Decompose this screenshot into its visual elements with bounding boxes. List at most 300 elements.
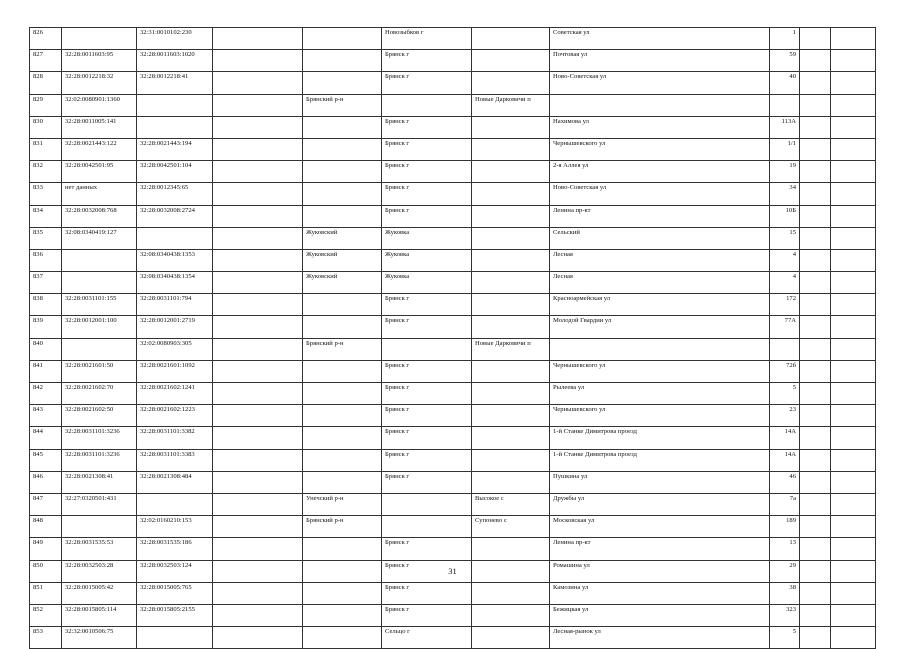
empty-cell <box>213 227 303 249</box>
street-cell: Ленина пр-кт <box>550 205 770 227</box>
street-cell: Рылеева ул <box>550 383 770 405</box>
cadastral-number-cell: 32:08:0340419:127 <box>62 227 137 249</box>
settlement-cell <box>472 72 550 94</box>
empty-cell <box>831 272 876 294</box>
new-cadastral-number-cell <box>137 493 213 515</box>
street-cell: Дружбы ул <box>550 493 770 515</box>
empty-cell <box>831 205 876 227</box>
table-row <box>30 227 876 249</box>
cadastral-number-cell: 32:28:0031101:3236 <box>62 449 137 471</box>
cadastral-number-cell: 32:32:0010506:75 <box>62 627 137 649</box>
table-row <box>30 205 876 227</box>
row-number-cell: 837 <box>30 272 62 294</box>
row-number-cell: 828 <box>30 72 62 94</box>
district-cell <box>303 427 382 449</box>
empty-cell <box>213 272 303 294</box>
table-row <box>30 272 876 294</box>
house-number-cell: 19 <box>770 161 800 183</box>
empty-cell <box>213 316 303 338</box>
new-cadastral-number-cell: 32:02:0160210:153 <box>137 516 213 538</box>
empty-cell <box>800 427 831 449</box>
locality-cell: Жуковка <box>382 249 472 271</box>
empty-cell <box>213 183 303 205</box>
house-number-cell: 59 <box>770 50 800 72</box>
table-row <box>30 138 876 160</box>
empty-cell <box>800 582 831 604</box>
locality-cell <box>382 493 472 515</box>
row-number-cell: 835 <box>30 227 62 249</box>
empty-cell <box>800 316 831 338</box>
empty-cell <box>800 449 831 471</box>
settlement-cell <box>472 272 550 294</box>
table-row <box>30 338 876 360</box>
district-cell: Брянский р-н <box>303 94 382 116</box>
district-cell <box>303 538 382 560</box>
empty-cell <box>213 582 303 604</box>
empty-cell <box>800 183 831 205</box>
cadastral-number-cell: 32:28:0031101:3236 <box>62 427 137 449</box>
empty-cell <box>800 161 831 183</box>
street-cell: Чернышевского ул <box>550 405 770 427</box>
empty-cell <box>800 116 831 138</box>
locality-cell: Новозыбков г <box>382 28 472 50</box>
street-cell <box>550 94 770 116</box>
row-number-cell: 848 <box>30 516 62 538</box>
row-number-cell: 840 <box>30 338 62 360</box>
empty-cell <box>800 493 831 515</box>
cadastral-number-cell: 32:28:0021602:70 <box>62 383 137 405</box>
empty-cell <box>800 516 831 538</box>
empty-cell <box>213 138 303 160</box>
street-cell: Сельский <box>550 227 770 249</box>
empty-cell <box>800 405 831 427</box>
street-cell: Ромашина ул <box>550 560 770 582</box>
cadastral-number-cell: 32:28:0031101:155 <box>62 294 137 316</box>
new-cadastral-number-cell: 32:28:0015805:2155 <box>137 604 213 626</box>
locality-cell: Брянск г <box>382 383 472 405</box>
settlement-cell <box>472 205 550 227</box>
district-cell <box>303 50 382 72</box>
table-row <box>30 427 876 449</box>
cadastral-number-cell: нет данных <box>62 183 137 205</box>
table-row <box>30 316 876 338</box>
street-cell <box>550 338 770 360</box>
street-cell: 1-й Станке Димитрова проезд <box>550 449 770 471</box>
table-row <box>30 72 876 94</box>
empty-cell <box>213 471 303 493</box>
empty-cell <box>213 294 303 316</box>
row-number-cell: 850 <box>30 560 62 582</box>
house-number-cell: 13 <box>770 538 800 560</box>
street-cell: Красноармейская ул <box>550 294 770 316</box>
cadastral-number-cell <box>62 516 137 538</box>
new-cadastral-number-cell: 32:28:0042501:104 <box>137 161 213 183</box>
locality-cell: Брянск г <box>382 538 472 560</box>
house-number-cell: 40 <box>770 72 800 94</box>
locality-cell: Брянск г <box>382 161 472 183</box>
new-cadastral-number-cell: 32:28:0021602:1241 <box>137 383 213 405</box>
row-number-cell: 842 <box>30 383 62 405</box>
cadastral-number-cell: 32:28:0012001:100 <box>62 316 137 338</box>
district-cell: Жуковский <box>303 227 382 249</box>
house-number-cell: 5 <box>770 627 800 649</box>
empty-cell <box>213 72 303 94</box>
empty-cell <box>213 405 303 427</box>
row-number-cell: 853 <box>30 627 62 649</box>
row-number-cell: 851 <box>30 582 62 604</box>
empty-cell <box>213 449 303 471</box>
settlement-cell <box>472 449 550 471</box>
new-cadastral-number-cell: 32:28:0011603:1020 <box>137 50 213 72</box>
empty-cell <box>831 138 876 160</box>
empty-cell <box>213 50 303 72</box>
new-cadastral-number-cell: 32:28:0031101:3383 <box>137 449 213 471</box>
house-number-cell: 72б <box>770 360 800 382</box>
district-cell <box>303 72 382 94</box>
empty-cell <box>213 205 303 227</box>
house-number-cell: 1 <box>770 28 800 50</box>
empty-cell <box>831 516 876 538</box>
settlement-cell: Новые Дарковичи п <box>472 338 550 360</box>
table-row <box>30 94 876 116</box>
locality-cell: Брянск г <box>382 316 472 338</box>
empty-cell <box>800 360 831 382</box>
settlement-cell <box>472 383 550 405</box>
empty-cell <box>213 116 303 138</box>
empty-cell <box>800 205 831 227</box>
empty-cell <box>831 227 876 249</box>
table-row <box>30 50 876 72</box>
empty-cell <box>831 383 876 405</box>
locality-cell: Брянск г <box>382 449 472 471</box>
empty-cell <box>800 249 831 271</box>
empty-cell <box>831 249 876 271</box>
house-number-cell: 46 <box>770 471 800 493</box>
settlement-cell <box>472 582 550 604</box>
street-cell: Пушкина ул <box>550 471 770 493</box>
locality-cell: Брянск г <box>382 183 472 205</box>
empty-cell <box>831 627 876 649</box>
empty-cell <box>831 294 876 316</box>
cadastral-number-cell: 32:02:0080901:1360 <box>62 94 137 116</box>
table-row <box>30 183 876 205</box>
new-cadastral-number-cell: 32:28:0012345:65 <box>137 183 213 205</box>
locality-cell: Брянск г <box>382 294 472 316</box>
table-body <box>30 28 876 649</box>
row-number-cell: 834 <box>30 205 62 227</box>
empty-cell <box>213 516 303 538</box>
street-cell: Лесная-рынок ул <box>550 627 770 649</box>
street-cell: Чернышевского ул <box>550 138 770 160</box>
settlement-cell <box>472 627 550 649</box>
empty-cell <box>800 294 831 316</box>
locality-cell: Брянск г <box>382 471 472 493</box>
new-cadastral-number-cell: 32:28:0012218:41 <box>137 72 213 94</box>
empty-cell <box>831 316 876 338</box>
table-row <box>30 493 876 515</box>
street-cell: 2-я Аллея ул <box>550 161 770 183</box>
table-row <box>30 360 876 382</box>
street-cell: Ново-Советская ул <box>550 72 770 94</box>
new-cadastral-number-cell: 32:28:0021443:194 <box>137 138 213 160</box>
district-cell <box>303 205 382 227</box>
locality-cell: Брянск г <box>382 582 472 604</box>
cadastral-number-cell: 32:28:0021443:122 <box>62 138 137 160</box>
street-cell: Камозина ул <box>550 582 770 604</box>
house-number-cell: 7а <box>770 493 800 515</box>
empty-cell <box>831 360 876 382</box>
table-row <box>30 538 876 560</box>
locality-cell <box>382 516 472 538</box>
new-cadastral-number-cell: 32:08:0340438:1353 <box>137 249 213 271</box>
row-number-cell: 844 <box>30 427 62 449</box>
district-cell: Унечский р-н <box>303 493 382 515</box>
row-number-cell: 846 <box>30 471 62 493</box>
house-number-cell: 77А <box>770 316 800 338</box>
new-cadastral-number-cell: 32:28:0031101:3382 <box>137 427 213 449</box>
street-cell: Ленина пр-кт <box>550 538 770 560</box>
row-number-cell: 831 <box>30 138 62 160</box>
locality-cell: Брянск г <box>382 50 472 72</box>
row-number-cell: 847 <box>30 493 62 515</box>
street-cell: Чернышевского ул <box>550 360 770 382</box>
district-cell <box>303 294 382 316</box>
empty-cell <box>831 94 876 116</box>
empty-cell <box>831 582 876 604</box>
new-cadastral-number-cell: 32:31:0010102:230 <box>137 28 213 50</box>
empty-cell <box>213 94 303 116</box>
empty-cell <box>213 627 303 649</box>
house-number-cell <box>770 338 800 360</box>
new-cadastral-number-cell: 32:08:0340438:1354 <box>137 272 213 294</box>
new-cadastral-number-cell: 32:28:0021602:1223 <box>137 405 213 427</box>
locality-cell: Сельцо г <box>382 627 472 649</box>
cadastral-number-cell: 32:28:0012218:32 <box>62 72 137 94</box>
district-cell <box>303 183 382 205</box>
table-row <box>30 627 876 649</box>
locality-cell: Брянск г <box>382 138 472 160</box>
empty-cell <box>831 471 876 493</box>
locality-cell: Брянск г <box>382 604 472 626</box>
new-cadastral-number-cell: 32:28:0015005:765 <box>137 582 213 604</box>
table-row <box>30 449 876 471</box>
locality-cell: Брянск г <box>382 72 472 94</box>
settlement-cell <box>472 116 550 138</box>
cadastral-number-cell: 32:28:0021601:50 <box>62 360 137 382</box>
district-cell: Жуковский <box>303 272 382 294</box>
empty-cell <box>831 161 876 183</box>
empty-cell <box>800 471 831 493</box>
empty-cell <box>831 183 876 205</box>
settlement-cell <box>472 538 550 560</box>
cadastral-number-cell: 32:28:0021308:41 <box>62 471 137 493</box>
empty-cell <box>800 138 831 160</box>
street-cell: Московская ул <box>550 516 770 538</box>
row-number-cell: 833 <box>30 183 62 205</box>
street-cell: 1-й Станке Димитрова проезд <box>550 427 770 449</box>
district-cell <box>303 582 382 604</box>
locality-cell <box>382 338 472 360</box>
house-number-cell: 189 <box>770 516 800 538</box>
settlement-cell <box>472 294 550 316</box>
new-cadastral-number-cell <box>137 94 213 116</box>
empty-cell <box>800 604 831 626</box>
empty-cell <box>800 627 831 649</box>
cadastral-number-cell <box>62 28 137 50</box>
cadastral-number-cell: 32:28:0011005:141 <box>62 116 137 138</box>
empty-cell <box>831 604 876 626</box>
house-number-cell: 1/1 <box>770 138 800 160</box>
table-row <box>30 604 876 626</box>
new-cadastral-number-cell: 32:28:0021601:1092 <box>137 360 213 382</box>
empty-cell <box>831 28 876 50</box>
street-cell: Ново-Советская ул <box>550 183 770 205</box>
new-cadastral-number-cell <box>137 627 213 649</box>
street-cell: Молодой Гвардии ул <box>550 316 770 338</box>
cadastral-number-cell: 32:28:0015005:42 <box>62 582 137 604</box>
new-cadastral-number-cell <box>137 116 213 138</box>
settlement-cell: Новые Дарковичи п <box>472 94 550 116</box>
district-cell <box>303 28 382 50</box>
locality-cell: Жуковка <box>382 272 472 294</box>
locality-cell: Жуковка <box>382 227 472 249</box>
cadastral-number-cell: 32:28:0032008:768 <box>62 205 137 227</box>
empty-cell <box>800 383 831 405</box>
empty-cell <box>213 28 303 50</box>
page-number: 31 <box>448 566 457 576</box>
new-cadastral-number-cell: 32:28:0012001:2719 <box>137 316 213 338</box>
house-number-cell <box>770 94 800 116</box>
empty-cell <box>213 538 303 560</box>
row-number-cell: 827 <box>30 50 62 72</box>
district-cell <box>303 316 382 338</box>
empty-cell <box>831 405 876 427</box>
house-number-cell: 38 <box>770 582 800 604</box>
settlement-cell <box>472 227 550 249</box>
house-number-cell: 172 <box>770 294 800 316</box>
street-cell: Бежицкая ул <box>550 604 770 626</box>
empty-cell <box>831 338 876 360</box>
house-number-cell: 34 <box>770 183 800 205</box>
registry-table <box>29 27 876 649</box>
cadastral-number-cell <box>62 338 137 360</box>
district-cell <box>303 161 382 183</box>
settlement-cell <box>472 249 550 271</box>
house-number-cell: 29 <box>770 560 800 582</box>
table-row <box>30 161 876 183</box>
empty-cell <box>831 493 876 515</box>
district-cell: Жуковский <box>303 249 382 271</box>
registry-table-container <box>29 27 875 649</box>
house-number-cell: 10Б <box>770 205 800 227</box>
empty-cell <box>831 116 876 138</box>
locality-cell: Брянск г <box>382 360 472 382</box>
settlement-cell <box>472 28 550 50</box>
row-number-cell: 826 <box>30 28 62 50</box>
house-number-cell: 4 <box>770 272 800 294</box>
district-cell <box>303 604 382 626</box>
empty-cell <box>213 249 303 271</box>
row-number-cell: 832 <box>30 161 62 183</box>
cadastral-number-cell: 32:28:0032503:28 <box>62 560 137 582</box>
table-row <box>30 28 876 50</box>
locality-cell: Брянск г <box>382 116 472 138</box>
house-number-cell: 113А <box>770 116 800 138</box>
house-number-cell: 14А <box>770 427 800 449</box>
district-cell <box>303 383 382 405</box>
district-cell <box>303 405 382 427</box>
street-cell: Лесная <box>550 272 770 294</box>
district-cell <box>303 138 382 160</box>
new-cadastral-number-cell: 32:02:0080903:305 <box>137 338 213 360</box>
empty-cell <box>831 72 876 94</box>
table-row <box>30 294 876 316</box>
empty-cell <box>800 538 831 560</box>
locality-cell: Брянск г <box>382 205 472 227</box>
settlement-cell <box>472 604 550 626</box>
settlement-cell: Высокое с <box>472 493 550 515</box>
empty-cell <box>213 383 303 405</box>
table-row <box>30 249 876 271</box>
settlement-cell <box>472 427 550 449</box>
district-cell <box>303 360 382 382</box>
new-cadastral-number-cell <box>137 227 213 249</box>
table-row <box>30 116 876 138</box>
empty-cell <box>831 538 876 560</box>
street-cell: Советская ул <box>550 28 770 50</box>
new-cadastral-number-cell: 32:28:0031535:186 <box>137 538 213 560</box>
empty-cell <box>213 604 303 626</box>
locality-cell <box>382 94 472 116</box>
cadastral-number-cell <box>62 272 137 294</box>
cadastral-number-cell: 32:28:0031535:53 <box>62 538 137 560</box>
empty-cell <box>800 272 831 294</box>
district-cell <box>303 627 382 649</box>
district-cell: Брянский р-н <box>303 516 382 538</box>
street-cell: Лесная <box>550 249 770 271</box>
settlement-cell <box>472 138 550 160</box>
cadastral-number-cell: 32:28:0011603:95 <box>62 50 137 72</box>
settlement-cell <box>472 183 550 205</box>
empty-cell <box>831 427 876 449</box>
empty-cell <box>800 72 831 94</box>
empty-cell <box>831 449 876 471</box>
table-row <box>30 383 876 405</box>
new-cadastral-number-cell: 32:28:0032503:124 <box>137 560 213 582</box>
row-number-cell: 830 <box>30 116 62 138</box>
settlement-cell <box>472 471 550 493</box>
row-number-cell: 845 <box>30 449 62 471</box>
settlement-cell <box>472 161 550 183</box>
empty-cell <box>213 161 303 183</box>
empty-cell <box>800 338 831 360</box>
row-number-cell: 829 <box>30 94 62 116</box>
cadastral-number-cell: 32:28:0015805:114 <box>62 604 137 626</box>
locality-cell: Брянск г <box>382 405 472 427</box>
cadastral-number-cell: 32:28:0042501:95 <box>62 161 137 183</box>
street-cell: Почтовая ул <box>550 50 770 72</box>
row-number-cell: 852 <box>30 604 62 626</box>
empty-cell <box>831 50 876 72</box>
locality-cell: Брянск г <box>382 427 472 449</box>
table-row <box>30 405 876 427</box>
empty-cell <box>800 28 831 50</box>
cadastral-number-cell <box>62 249 137 271</box>
empty-cell <box>213 493 303 515</box>
cadastral-number-cell: 32:27:0320501:431 <box>62 493 137 515</box>
new-cadastral-number-cell: 32:28:0032008:2724 <box>137 205 213 227</box>
house-number-cell: 14А <box>770 449 800 471</box>
